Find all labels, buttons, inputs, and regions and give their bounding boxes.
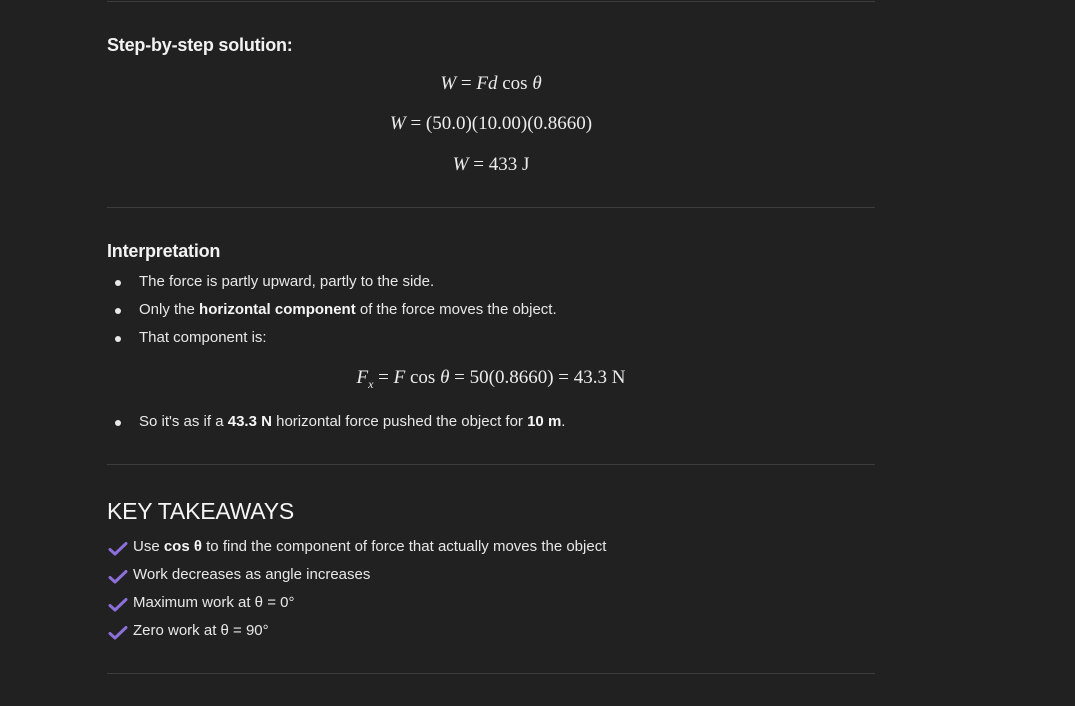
equation-work-formula: W = Fd cos θ <box>440 73 542 94</box>
list-item-text: That component is: <box>139 329 267 346</box>
check-icon <box>108 597 128 613</box>
divider-after-interpretation <box>107 464 875 465</box>
list-item-text: Only the horizontal component of the force moves the object. <box>139 301 557 318</box>
bullet-dot <box>115 336 121 342</box>
divider-top <box>107 1 875 2</box>
list-item-text: The force is partly upward, partly to the side. <box>139 273 435 290</box>
equation-horizontal-component: $F_x = F$ cos θ = 50(0.8660) = 43.3 N <box>356 367 626 391</box>
divider-after-solution <box>107 207 875 208</box>
list-item-text: So it's as if a 43.3 N horizontal force pushed the object for 10 m. <box>139 413 566 430</box>
takeaway-text: Zero work at θ = 90° <box>133 622 269 639</box>
bullet-dot <box>115 420 121 426</box>
bullet-dot <box>115 308 121 314</box>
divider-bottom <box>107 673 875 674</box>
check-icon <box>108 625 128 641</box>
equation-work-result: W = 433 J <box>452 154 530 175</box>
bullet-dot <box>115 280 121 286</box>
check-icon <box>108 569 128 585</box>
takeaway-text: Use cos θ to find the component of force that actually moves the object <box>133 538 607 555</box>
takeaway-text: Maximum work at θ = 0° <box>133 594 295 611</box>
takeaway-text: Work decreases as angle increases <box>133 566 371 583</box>
takeaways-heading: KEY TAKEAWAYS <box>107 498 295 524</box>
check-icon <box>108 541 128 557</box>
equation-work-substitution: W = (50.0)(10.00)(0.8660) <box>389 113 593 134</box>
solution-heading: Step-by-step solution: <box>107 35 293 55</box>
interpretation-heading: Interpretation <box>107 241 221 261</box>
